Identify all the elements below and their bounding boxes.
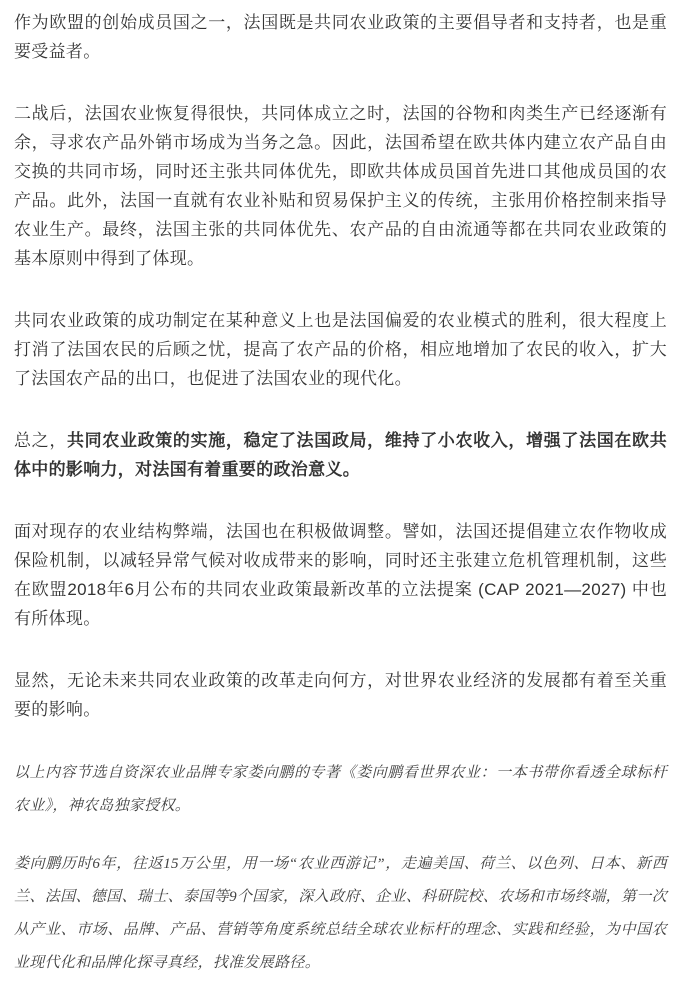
paragraph-policy-success: 共同农业政策的成功制定在某种意义上也是法国偏爱的农业模式的胜利，很大程度上打消了法国农民的后顾之忧，提高了农产品的价格，相应地增加了农民的收入，扩大了法国农产品的出口，也促进了法国农业的现代化。 [14, 311, 667, 388]
paragraph-source-attribution: 以上内容节选自资深农业品牌专家娄向鹏的专著《娄向鹏看世界农业：一本书带你看透全球标杆农业》，神农岛独家授权。 [14, 765, 667, 814]
paragraph-postwar-history: 二战后，法国农业恢复得很快，共同体成立之时，法国的谷物和肉类生产已经逐渐有余，寻求农产品外销市场成为当务之急。因此，法国希望在欧共体内建立农产品自由交换的共同市场，同时还主张共同体优先，即欧共体成员国首先进口其他成员国的农产品。此外，法国一直就有农业补贴和贸易保护主义的传统，主张用价格控制来指导农业生产。最终，法国主张的共同体优先、农产品的自由流通等都在共同农业政策的基本原则中得到了体现。 [14, 104, 667, 268]
paragraph-outlook: 显然，无论未来共同农业政策的改革走向何方，对世界农业经济的发展都有着至关重要的影响。 [14, 671, 667, 719]
paragraph-author-bio: 娄向鹏历时6年，往返15万公里，用一场“农业西游记”，走遍美国、荷兰、以色列、日本、新西兰、法国、德国、瑞士、泰国等9个国家，深入政府、企业、科研院校、农场和市场终端，第一次从产业、市场、品牌、产品、营销等角度系统总结全球农业标杆的理念、实践和经验，为中国农业现代化和品牌化探寻真经，找准发展路径。 [14, 856, 667, 971]
paragraph-reform-adjustment: 面对现存的农业结构弊端，法国也在积极做调整。譬如，法国还提倡建立农作物收成保险机制，以减轻异常气候对收成带来的影响，同时还主张建立危机管理机制，这些在欧盟2018年6月公布的共同农业政策最新改革的立法提案 (CAP 2021—2027) 中也有所体现。 [14, 522, 667, 628]
summary-lead-text: 总之， [14, 431, 67, 450]
paragraph-intro: 作为欧盟的创始成员国之一，法国既是共同农业政策的主要倡导者和支持者，也是重要受益者。 [14, 13, 667, 61]
paragraph-summary [14, 426, 667, 484]
summary-bold-text: 共同农业政策的实施，稳定了法国政局，维持了小农收入，增强了法国在欧共体中的影响力，对法国有着重要的政治意义。 [14, 431, 667, 479]
